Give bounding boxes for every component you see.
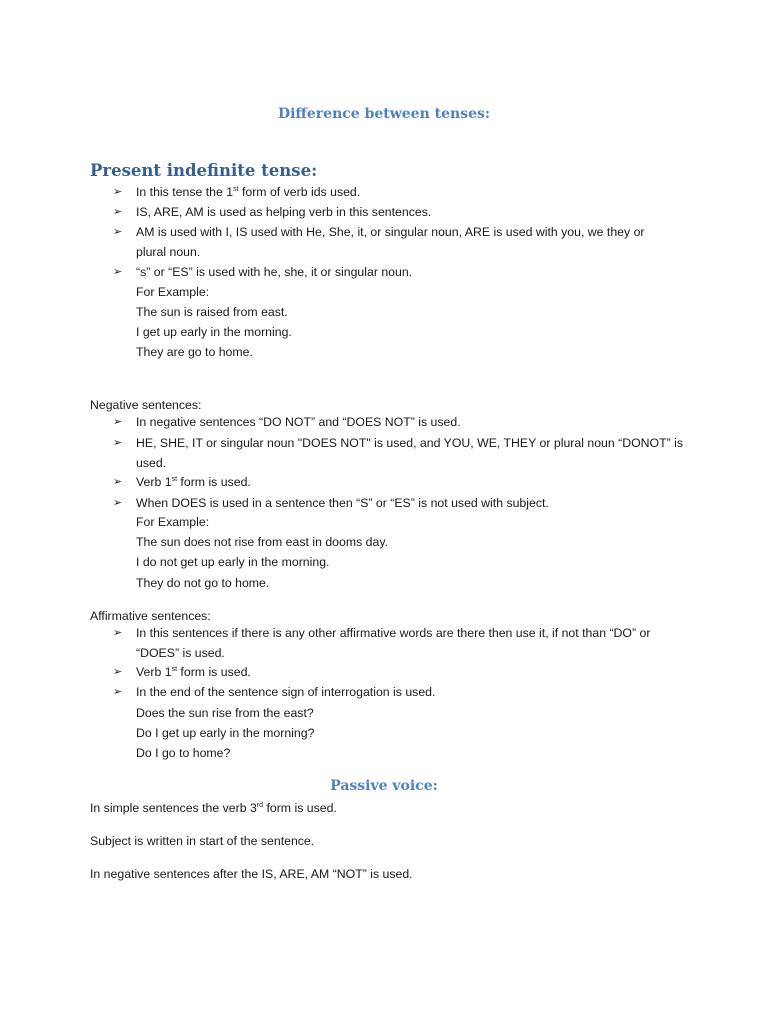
section-heading-present: Present indefinite tense: <box>90 161 318 180</box>
list-item-continuation: “DOES” is used. <box>136 646 225 660</box>
list-item: “s” or “ES” is used with he, she, it or singular noun. <box>136 265 413 279</box>
list-item: IS, ARE, AM is used as helping verb in this sentences. <box>136 205 432 219</box>
list-item: In this sentences if there is any other affirmative words are there then use it, if not than “DO” or <box>136 626 651 640</box>
list-item: In this tense the 1st form of verb ids used. <box>136 185 361 199</box>
arrow-bullet-icon: ➢ <box>113 416 123 428</box>
example-sentence: I do not get up early in the morning. <box>136 555 330 569</box>
example-sentence: Do I get up early in the morning? <box>136 726 315 740</box>
list-item: Verb 1st form is used. <box>136 475 251 489</box>
list-item: In negative sentences “DO NOT” and “DOES NOT” is used. <box>136 415 461 429</box>
example-label: For Example: <box>136 285 210 299</box>
arrow-bullet-icon: ➢ <box>113 206 123 218</box>
example-label: For Example: <box>136 515 210 529</box>
arrow-bullet-icon: ➢ <box>113 627 123 639</box>
paragraph: In simple sentences the verb 3rd form is used. <box>90 801 337 815</box>
arrow-bullet-icon: ➢ <box>113 497 123 509</box>
document-title: Difference between tenses: <box>277 106 491 122</box>
list-item: HE, SHE, IT or singular noun "DOES NOT" is used, and YOU, WE, THEY or plural noun “DONOT” is <box>136 436 684 450</box>
example-sentence: I get up early in the morning. <box>136 325 292 339</box>
paragraph: In negative sentences after the IS, ARE, AM “NOT” is used. <box>90 867 413 881</box>
list-item-continuation: plural noun. <box>136 245 201 259</box>
section-heading-passive: Passive voice: <box>330 778 438 794</box>
paragraph: Subject is written in start of the sentence. <box>90 834 315 848</box>
arrow-bullet-icon: ➢ <box>113 437 123 449</box>
list-item: Verb 1st form is used. <box>136 665 251 679</box>
example-sentence: The sun is raised from east. <box>136 305 288 319</box>
arrow-bullet-icon: ➢ <box>113 186 123 198</box>
subsection-label-affirmative: Affirmative sentences: <box>90 609 211 623</box>
example-sentence: They do not go to home. <box>136 576 270 590</box>
list-item-continuation: used. <box>136 456 167 470</box>
arrow-bullet-icon: ➢ <box>113 476 123 488</box>
arrow-bullet-icon: ➢ <box>113 266 123 278</box>
example-sentence: Does the sun rise from the east? <box>136 706 314 720</box>
subsection-label-negative: Negative sentences: <box>90 398 202 412</box>
example-sentence: They are go to home. <box>136 345 253 359</box>
example-sentence: Do I go to home? <box>136 746 231 760</box>
arrow-bullet-icon: ➢ <box>113 686 123 698</box>
example-sentence: The sun does not rise from east in dooms day. <box>136 535 388 549</box>
list-item: AM is used with I, IS used with He, She, it, or singular noun, ARE is used with you, we they or <box>136 225 645 239</box>
list-item: In the end of the sentence sign of interrogation is used. <box>136 685 436 699</box>
arrow-bullet-icon: ➢ <box>113 666 123 678</box>
arrow-bullet-icon: ➢ <box>113 226 123 238</box>
list-item: When DOES is used in a sentence then “S” or “ES” is not used with subject. <box>136 496 549 510</box>
